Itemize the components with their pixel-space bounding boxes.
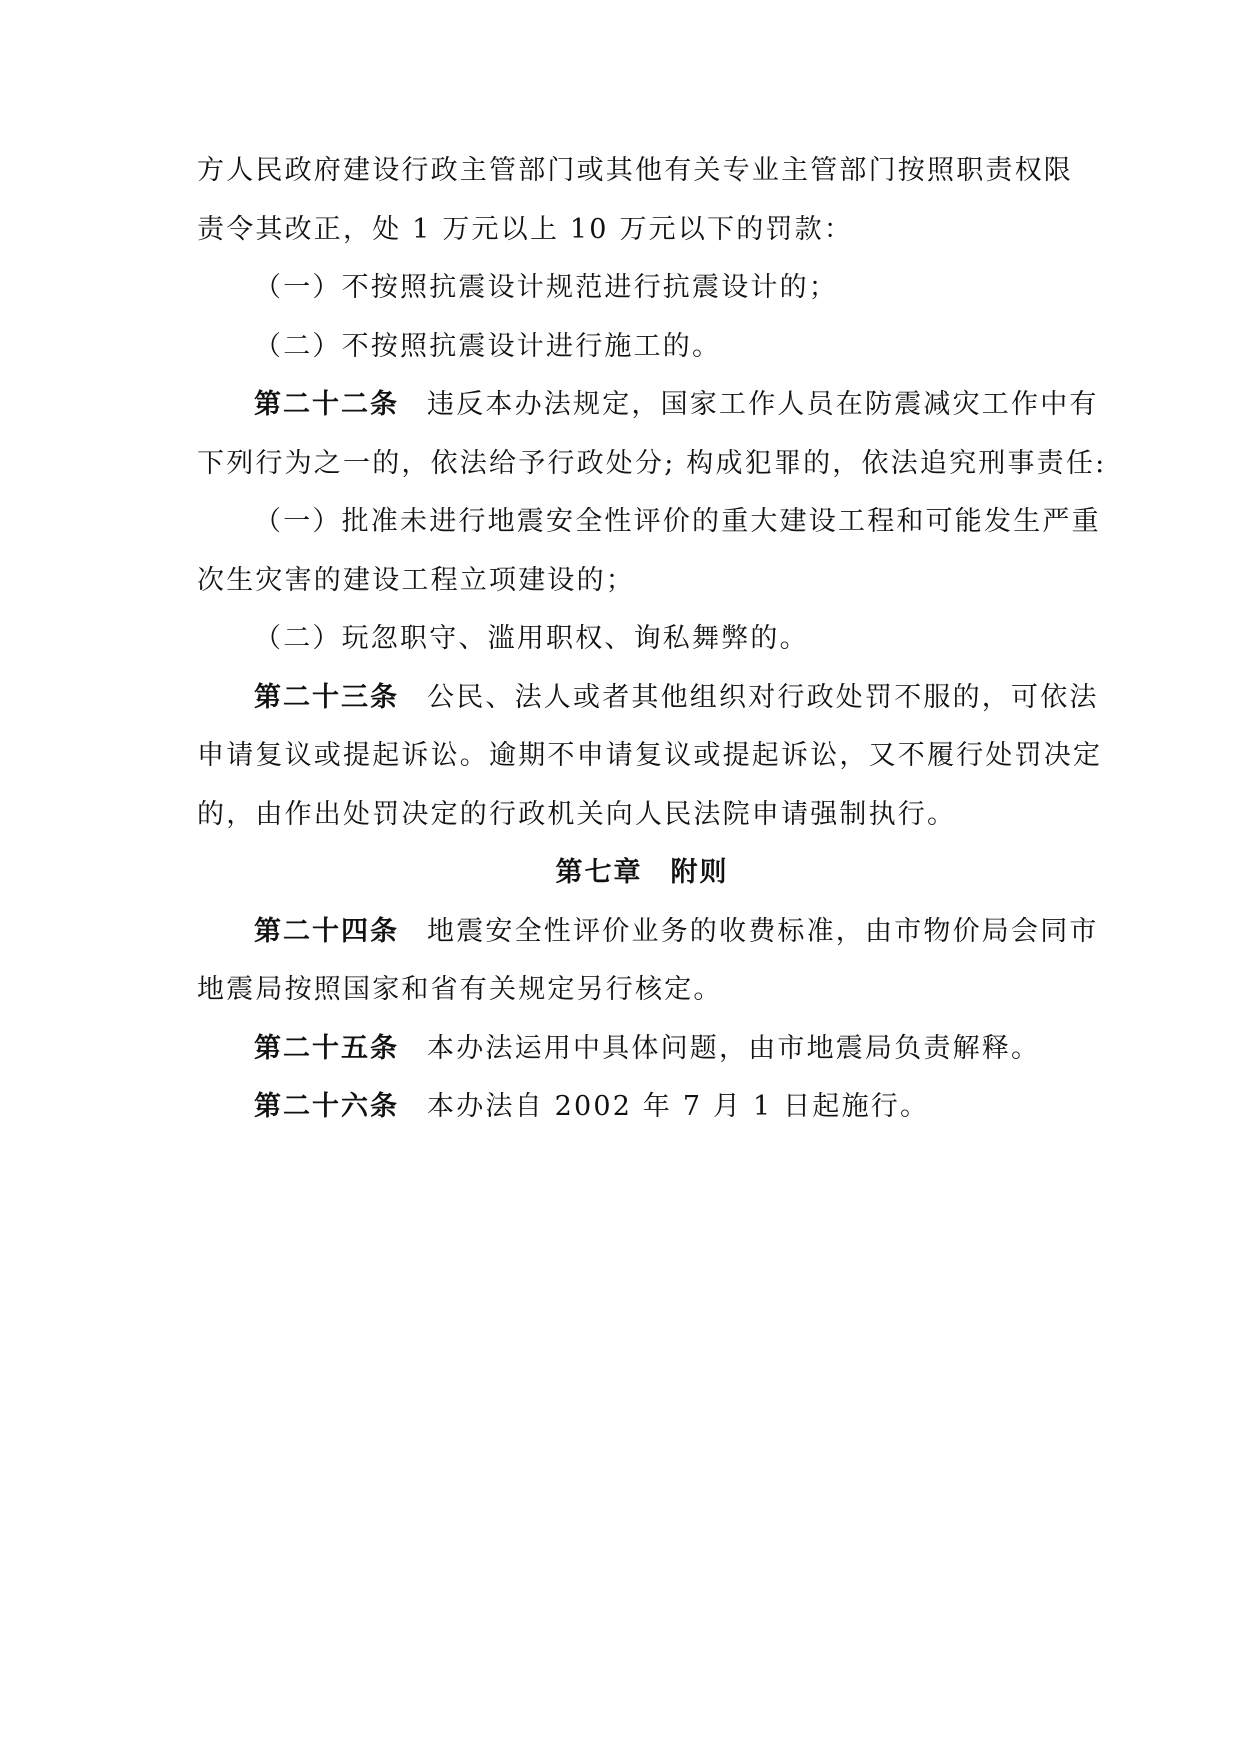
article-23-line bbox=[197, 669, 1099, 728]
chapter-heading bbox=[197, 844, 1087, 903]
article-24-line bbox=[197, 903, 1099, 962]
article-25-line bbox=[197, 1020, 1087, 1079]
paragraph-line: 责令其改正，处 1 万元以上 10 万元以下的罚款： bbox=[197, 213, 854, 245]
list-item: （一）不按照抗震设计规范进行抗震设计的； bbox=[254, 272, 838, 303]
article-number: 第二十六条 bbox=[254, 1091, 399, 1122]
list-item: （一）批准未进行地震安全性评价的重大建设工程和可能发生严重 bbox=[254, 506, 1101, 537]
article-text: 公民、法人或者其他组织对行政处罚不服的，可依法 bbox=[427, 681, 1099, 713]
article-text: 本办法运用中具体问题，由市地震局负责解释。 bbox=[427, 1032, 1041, 1064]
article-number: 第二十五条 bbox=[254, 1032, 399, 1064]
paragraph-line: 次生灾害的建设工程立项建设的； bbox=[197, 564, 635, 596]
paragraph-line: 的，由作出处罚决定的行政机关向人民法院申请强制执行。 bbox=[197, 798, 957, 830]
paragraph-line: 方人民政府建设行政主管部门或其他有关专业主管部门按照职责权限 bbox=[197, 155, 1073, 186]
article-text: 本办法自 2002 年 7 月 1 日起施行。 bbox=[427, 1091, 930, 1122]
paragraph-line: 下列行为之一的，依法给予行政处分; 构成犯罪的，依法追究刑事责任: bbox=[197, 447, 1107, 479]
document-body bbox=[197, 142, 1107, 1137]
paragraph-line: 申请复议或提起诉讼。逾期不申请复议或提起诉讼，又不履行处罚决定 bbox=[197, 740, 1103, 771]
article-number: 第二十四条 bbox=[254, 915, 399, 947]
article-text: 地震安全性评价业务的收费标准，由市物价局会同市 bbox=[427, 915, 1099, 947]
article-26-line bbox=[197, 1078, 1087, 1137]
chapter-name: 附则 bbox=[670, 857, 729, 888]
list-item: （二）不按照抗震设计进行施工的。 bbox=[254, 330, 722, 362]
article-22-line bbox=[197, 376, 1099, 435]
chapter-number: 第七章 bbox=[555, 857, 643, 888]
article-number: 第二十三条 bbox=[254, 681, 399, 713]
article-number: 第二十二条 bbox=[254, 389, 399, 420]
article-text: 违反本办法规定，国家工作人员在防震减灾工作中有 bbox=[427, 389, 1099, 420]
list-item: （二）玩忽职守、滥用职权、询私舞弊的。 bbox=[254, 623, 809, 654]
paragraph-line: 地震局按照国家和省有关规定另行核定。 bbox=[197, 974, 723, 1005]
